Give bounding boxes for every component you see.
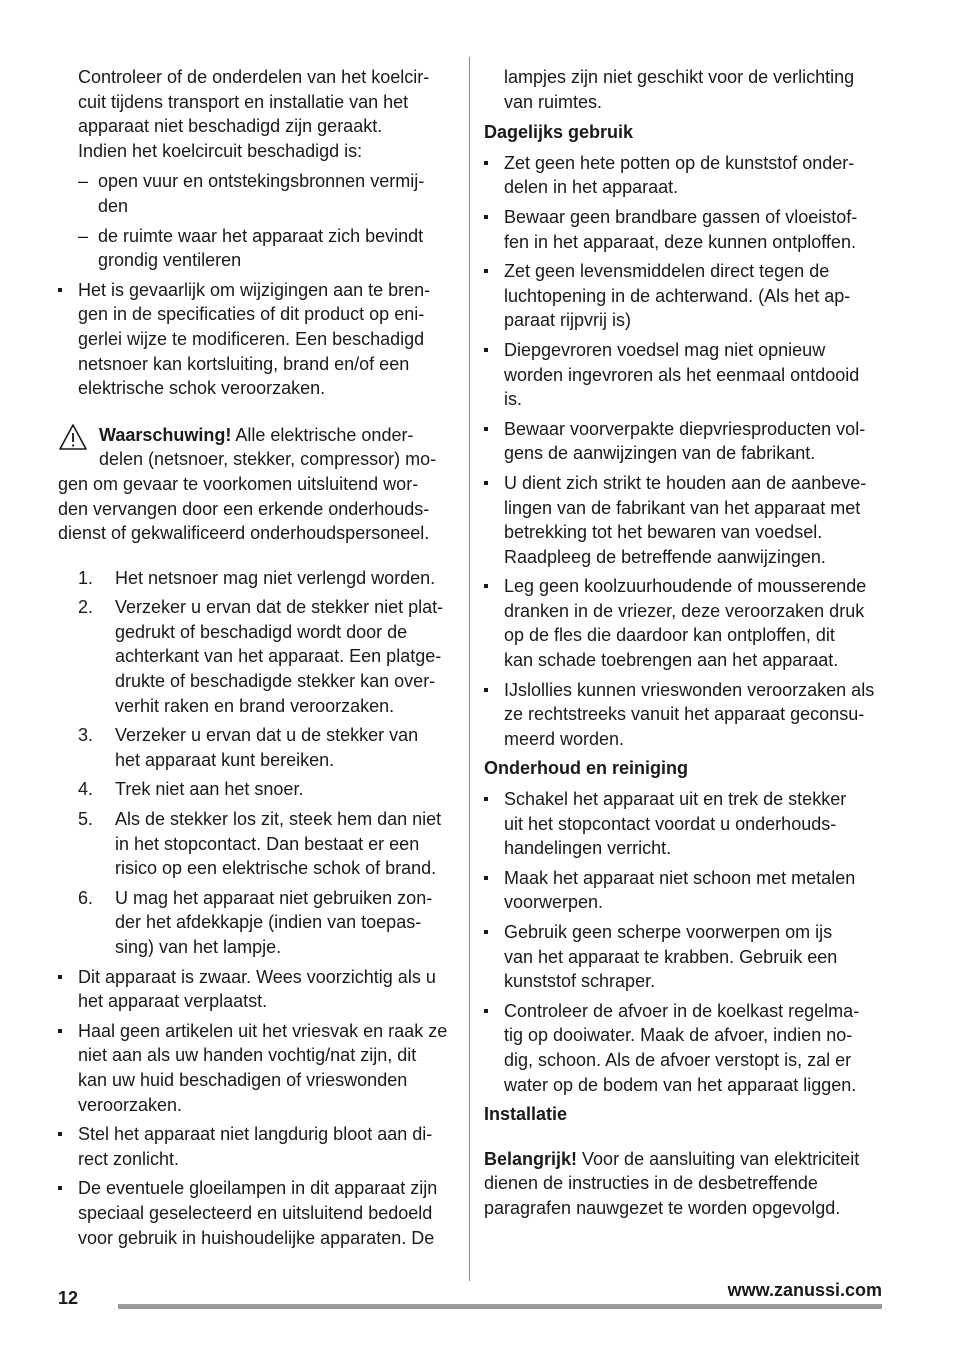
bullet-item — [484, 787, 886, 861]
text-line: risico op een elektrische schok of brand. — [115, 858, 437, 879]
dash-item — [58, 224, 458, 273]
text-line: Dit apparaat is zwaar. Wees voorzichtig als u — [78, 966, 436, 987]
item-number: 6. — [78, 887, 94, 908]
section-heading-daily-use: Dagelijks gebruik — [484, 122, 634, 143]
warning-first-line — [58, 423, 458, 448]
text-line: uit het stopcontact voordat u onderhouds- — [504, 813, 837, 834]
bullet-item — [484, 678, 886, 752]
warning-label: Waarschuwing! — [99, 424, 232, 445]
text-line: paraat rijpvrij is) — [504, 310, 632, 331]
bullet-item — [58, 1176, 458, 1250]
text-line: is. — [504, 389, 522, 410]
text-line: paragrafen nauwgezet te worden opgevolgd. — [484, 1197, 841, 1218]
text-line: Voor de aansluiting van elektriciteit — [577, 1148, 860, 1169]
text-line: IJslollies kunnen vrieswonden veroorzaken als — [504, 679, 875, 700]
text-line: Controleer of de onderdelen van het koelcir- — [78, 67, 430, 87]
left-column — [58, 65, 458, 1255]
text-line: water op de bodem van het apparaat liggen. — [504, 1074, 857, 1095]
installation-paragraph — [484, 1147, 886, 1221]
text-line: achterkant van het apparaat. Een platge- — [115, 646, 442, 667]
text-line: dienst of gekwalificeerd onderhoudspersoneel. — [58, 523, 430, 544]
numbered-item — [78, 566, 458, 591]
bullet-item — [484, 259, 886, 333]
text-line: Gebruik geen scherpe voorwerpen om ijs — [504, 922, 833, 942]
text-line: gens de aanwijzingen van de fabrikant. — [504, 443, 816, 464]
warning-triangle-icon — [58, 423, 88, 451]
dash-item — [58, 169, 458, 218]
text-line: elektrische schok veroorzaken. — [78, 378, 326, 399]
text-line: dienen de instructies in de desbetreffende — [484, 1173, 818, 1194]
text-line: Schakel het apparaat uit en trek de stekker — [504, 789, 847, 810]
text-line: van ruimtes. — [504, 91, 603, 112]
important-label: Belangrijk! — [484, 1148, 578, 1169]
text-line: gerlei wijze te modificeren. Een beschadigd — [78, 328, 425, 349]
text-line: drukte of beschadigde stekker kan over- — [115, 671, 436, 692]
bullet-item — [484, 920, 886, 994]
text-line: gen om gevaar te voorkomen uitsluitend wor- — [58, 473, 419, 494]
right-column — [484, 65, 886, 1221]
text-line: het apparaat kunt bereiken. — [115, 749, 335, 770]
text-line: fen in het apparaat, deze kunnen ontploffen. — [504, 231, 856, 252]
text-line: U mag het apparaat niet gebruiken zon- — [115, 887, 433, 908]
text-line: speciaal geselecteerd en uitsluitend bedoeld — [78, 1202, 433, 1223]
bullet-item — [484, 866, 886, 915]
text-line: dranken in de vriezer, deze veroorzaken druk — [504, 600, 865, 621]
text-line: Maak het apparaat niet schoon met metalen — [504, 867, 856, 888]
numbered-item — [78, 886, 458, 960]
maintenance-list — [484, 787, 886, 1097]
text-line: delen in het apparaat. — [504, 177, 679, 198]
text-line: luchtopening in de achterwand. (Als het ap- — [504, 285, 851, 306]
warning-block — [58, 423, 458, 546]
text-line: Zet geen levensmiddelen direct tegen de — [504, 261, 830, 282]
item-number: 2. — [78, 597, 94, 618]
item-number: 5. — [78, 809, 94, 830]
text-line: Als de stekker los zit, steek hem dan niet — [115, 809, 442, 830]
bullet-item — [58, 1122, 458, 1171]
text-line: kunststof schraper. — [504, 971, 656, 992]
bullet-item — [58, 1019, 458, 1117]
bullet-item — [484, 574, 886, 672]
text-line: Alle elektrische onder- — [231, 424, 414, 445]
footer-url[interactable]: www.zanussi.com — [727, 1280, 882, 1300]
text-line: Raadpleeg de betreffende aanwijzingen. — [504, 546, 826, 567]
text-line: cuit tijdens transport en installatie van het — [78, 91, 409, 112]
text-line: – open vuur en ontstekingsbronnen vermij- — [98, 171, 425, 192]
item-number: 4. — [78, 779, 94, 800]
bullet-item — [484, 999, 886, 1097]
text-line: Zet geen hete potten op de kunststof onder- — [504, 152, 855, 173]
bullet-item — [484, 151, 886, 200]
text-line: lingen van de fabrikant van het apparaat met — [504, 497, 861, 518]
text-line: Indien het koelcircuit beschadigd is: — [78, 140, 363, 161]
numbered-list — [58, 566, 458, 960]
text-line: betrekking tot het bewaren van voedsel. — [504, 522, 823, 543]
bullet-item — [58, 278, 458, 401]
text-line: den vervangen door een erkende onderhouds- — [58, 498, 430, 519]
text-line: kan uw huid beschadigen of vrieswonden — [78, 1069, 408, 1090]
text-line: voor gebruik in huishoudelijke apparaten. De — [78, 1227, 435, 1248]
text-line: delen (netsnoer, stekker, compressor) mo- — [99, 449, 437, 470]
text-line: van het apparaat te krabben. Gebruik een — [504, 946, 838, 967]
text-line: De eventuele gloeilampen in dit apparaat zijn — [78, 1178, 438, 1199]
text-line: Diepgevroren voedsel mag niet opnieuw — [504, 339, 826, 360]
page-number: 12 — [58, 1288, 79, 1308]
text-line: veroorzaken. — [78, 1094, 183, 1115]
text-line: Trek niet aan het snoer. — [115, 779, 304, 800]
numbered-item — [78, 595, 458, 718]
text-line: den — [98, 195, 129, 216]
daily-use-list — [484, 151, 886, 752]
text-line: Het netsnoer mag niet verlengd worden. — [115, 567, 436, 588]
text-line — [484, 1147, 886, 1172]
numbered-item — [78, 807, 458, 881]
item-number: 3. — [78, 725, 94, 746]
text-line: – de ruimte waar het apparaat zich bevindt — [98, 225, 424, 246]
text-line: het apparaat verplaatst. — [78, 991, 268, 1012]
text-line: Haal geen artikelen uit het vriesvak en raak ze — [78, 1020, 448, 1041]
section-heading-installation: Installatie — [484, 1104, 568, 1125]
text-line: Verzeker u ervan dat u de stekker van — [115, 725, 419, 746]
intro-paragraph — [58, 65, 458, 163]
text-line: op de fles die daardoor kan ontploffen, dit — [504, 625, 835, 646]
text-line: Bewaar geen brandbare gassen of vloeistof- — [504, 206, 858, 227]
section-heading-maintenance: Onderhoud en reiniging — [484, 758, 688, 779]
text-line: ze rechtstreeks vanuit het apparaat geconsu- — [504, 704, 865, 725]
text-line: Controleer de afvoer in de koelkast regelma- — [504, 1000, 860, 1021]
text-line: gedrukt of beschadigd wordt door de — [115, 621, 408, 642]
item-number: 1. — [78, 567, 94, 588]
text-line: sing) van het lampje. — [115, 937, 282, 957]
text-line: gen in de specificaties of dit product op eni- — [78, 304, 425, 325]
continuation-paragraph — [484, 65, 886, 114]
text-line: Het is gevaarlijk om wijzigingen aan te bren- — [78, 279, 431, 300]
text-line: apparaat niet beschadigd zijn geraakt. — [78, 116, 383, 137]
text-line: Leg geen koolzuurhoudende of mousserende — [504, 576, 867, 597]
bullet-item — [484, 205, 886, 254]
text-line: Stel het apparaat niet langdurig bloot aan di- — [78, 1124, 433, 1145]
text-line: lampjes zijn niet geschikt voor de verlichting — [504, 67, 855, 87]
footer-rule — [118, 1304, 882, 1309]
column-divider — [469, 57, 470, 1281]
text-line: meerd worden. — [504, 728, 625, 749]
text-line: tig op dooiwater. Maak de afvoer, indien no- — [504, 1025, 853, 1046]
text-line: dig, schoon. Als de afvoer verstopt is, zal er — [504, 1049, 852, 1070]
text-line: netsnoer kan kortsluiting, brand en/of een — [78, 353, 410, 374]
bullet-list — [58, 965, 458, 1251]
text-line: verhit raken en brand veroorzaken. — [115, 695, 395, 716]
text-line: voorwerpen. — [504, 892, 604, 913]
text-line: rect zonlicht. — [78, 1148, 180, 1169]
bullet-item — [484, 338, 886, 412]
bullet-item — [58, 965, 458, 1014]
text-line: handelingen verricht. — [504, 838, 672, 859]
dash-list — [58, 169, 458, 272]
text-line: kan schade toebrengen aan het apparaat. — [504, 650, 839, 671]
text-line: worden ingevroren als het eenmaal ontdooid — [504, 364, 860, 385]
numbered-item — [78, 723, 458, 772]
numbered-item — [78, 777, 458, 802]
bullet-item — [484, 417, 886, 466]
text-line: U dient zich strikt te houden aan de aanbeve- — [504, 472, 867, 493]
text-line: in het stopcontact. Dan bestaat er een — [115, 833, 420, 854]
text-line: grondig ventileren — [98, 250, 242, 271]
bullet-list — [58, 278, 458, 401]
text-line: niet aan als uw handen vochtig/nat zijn, dit — [78, 1045, 417, 1066]
text-line: Bewaar voorverpakte diepvriesproducten vol- — [504, 418, 866, 439]
text-line: Verzeker u ervan dat de stekker niet plat- — [115, 597, 444, 618]
text-line: der het afdekkapje (indien van toepas- — [115, 912, 422, 933]
bullet-item — [484, 471, 886, 569]
